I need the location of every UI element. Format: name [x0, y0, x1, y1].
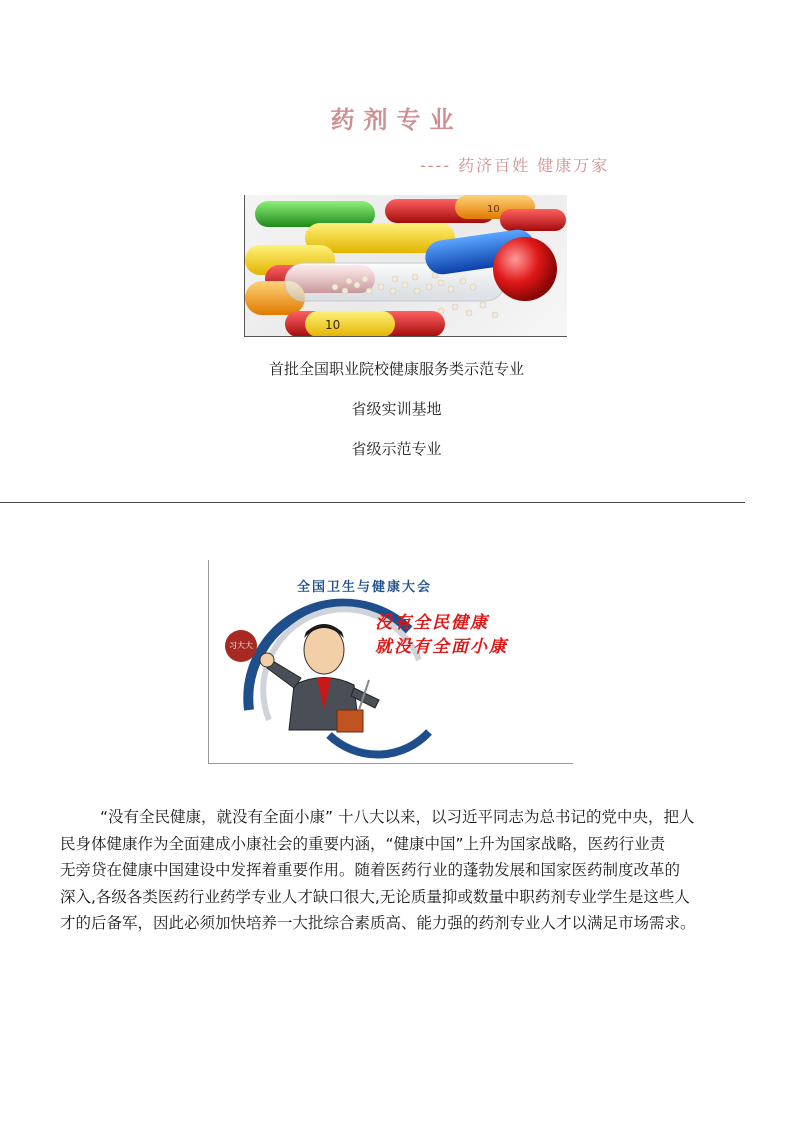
- highlight-demo-major: 省级示范专业: [351, 440, 442, 458]
- health-conference-poster: [208, 560, 573, 764]
- paragraph-line: “没有全民健康，就没有全面小康” 十八大以来，以习近平同志为总书记的党中央，把人: [100, 808, 695, 826]
- paragraph-line: 民身体健康作为全面建成小康社会的重要内涵，“健康中国”上升为国家战略，医药行业责: [60, 834, 666, 853]
- program-highlights: [0, 357, 793, 477]
- medicine-capsules-image: [244, 195, 567, 337]
- capsule-label-bottom: 10: [325, 318, 341, 332]
- highlight-national: 首批全国职业院校健康服务类示范专业: [268, 360, 524, 378]
- page-subtitle: ---- 药济百姓 健康万家: [420, 156, 610, 175]
- poster-slogan-line2: 就没有全面小康: [375, 637, 508, 657]
- badge-label: 习大大: [225, 630, 257, 662]
- body-paragraph: [60, 804, 740, 937]
- section-divider: [0, 502, 745, 503]
- capsules-illustration: [245, 195, 567, 336]
- paragraph-line: 才的后备军，因此必须加快培养一大批综合素质高、能力强的药剂专业人才以满足市场需求。: [60, 914, 696, 932]
- paragraph-line: 无旁贷在健康中国建设中发挥着重要作用。随着医药行业的蓬勃发展和国家医药制度改革的: [60, 861, 681, 879]
- page-title: 药剂专业: [330, 106, 463, 134]
- poster-title: 全国卫生与健康大会: [297, 580, 433, 595]
- paragraph-line: 深入,各级各类医药行业药学专业人才缺口很大,无论质量抑或数量中职药剂专业学生是这些人: [60, 887, 690, 906]
- poster-slogan-line1: 没有全民健康: [375, 613, 489, 633]
- svg-text:10: 10: [487, 204, 500, 215]
- highlight-training-base: 省级实训基地: [351, 400, 442, 418]
